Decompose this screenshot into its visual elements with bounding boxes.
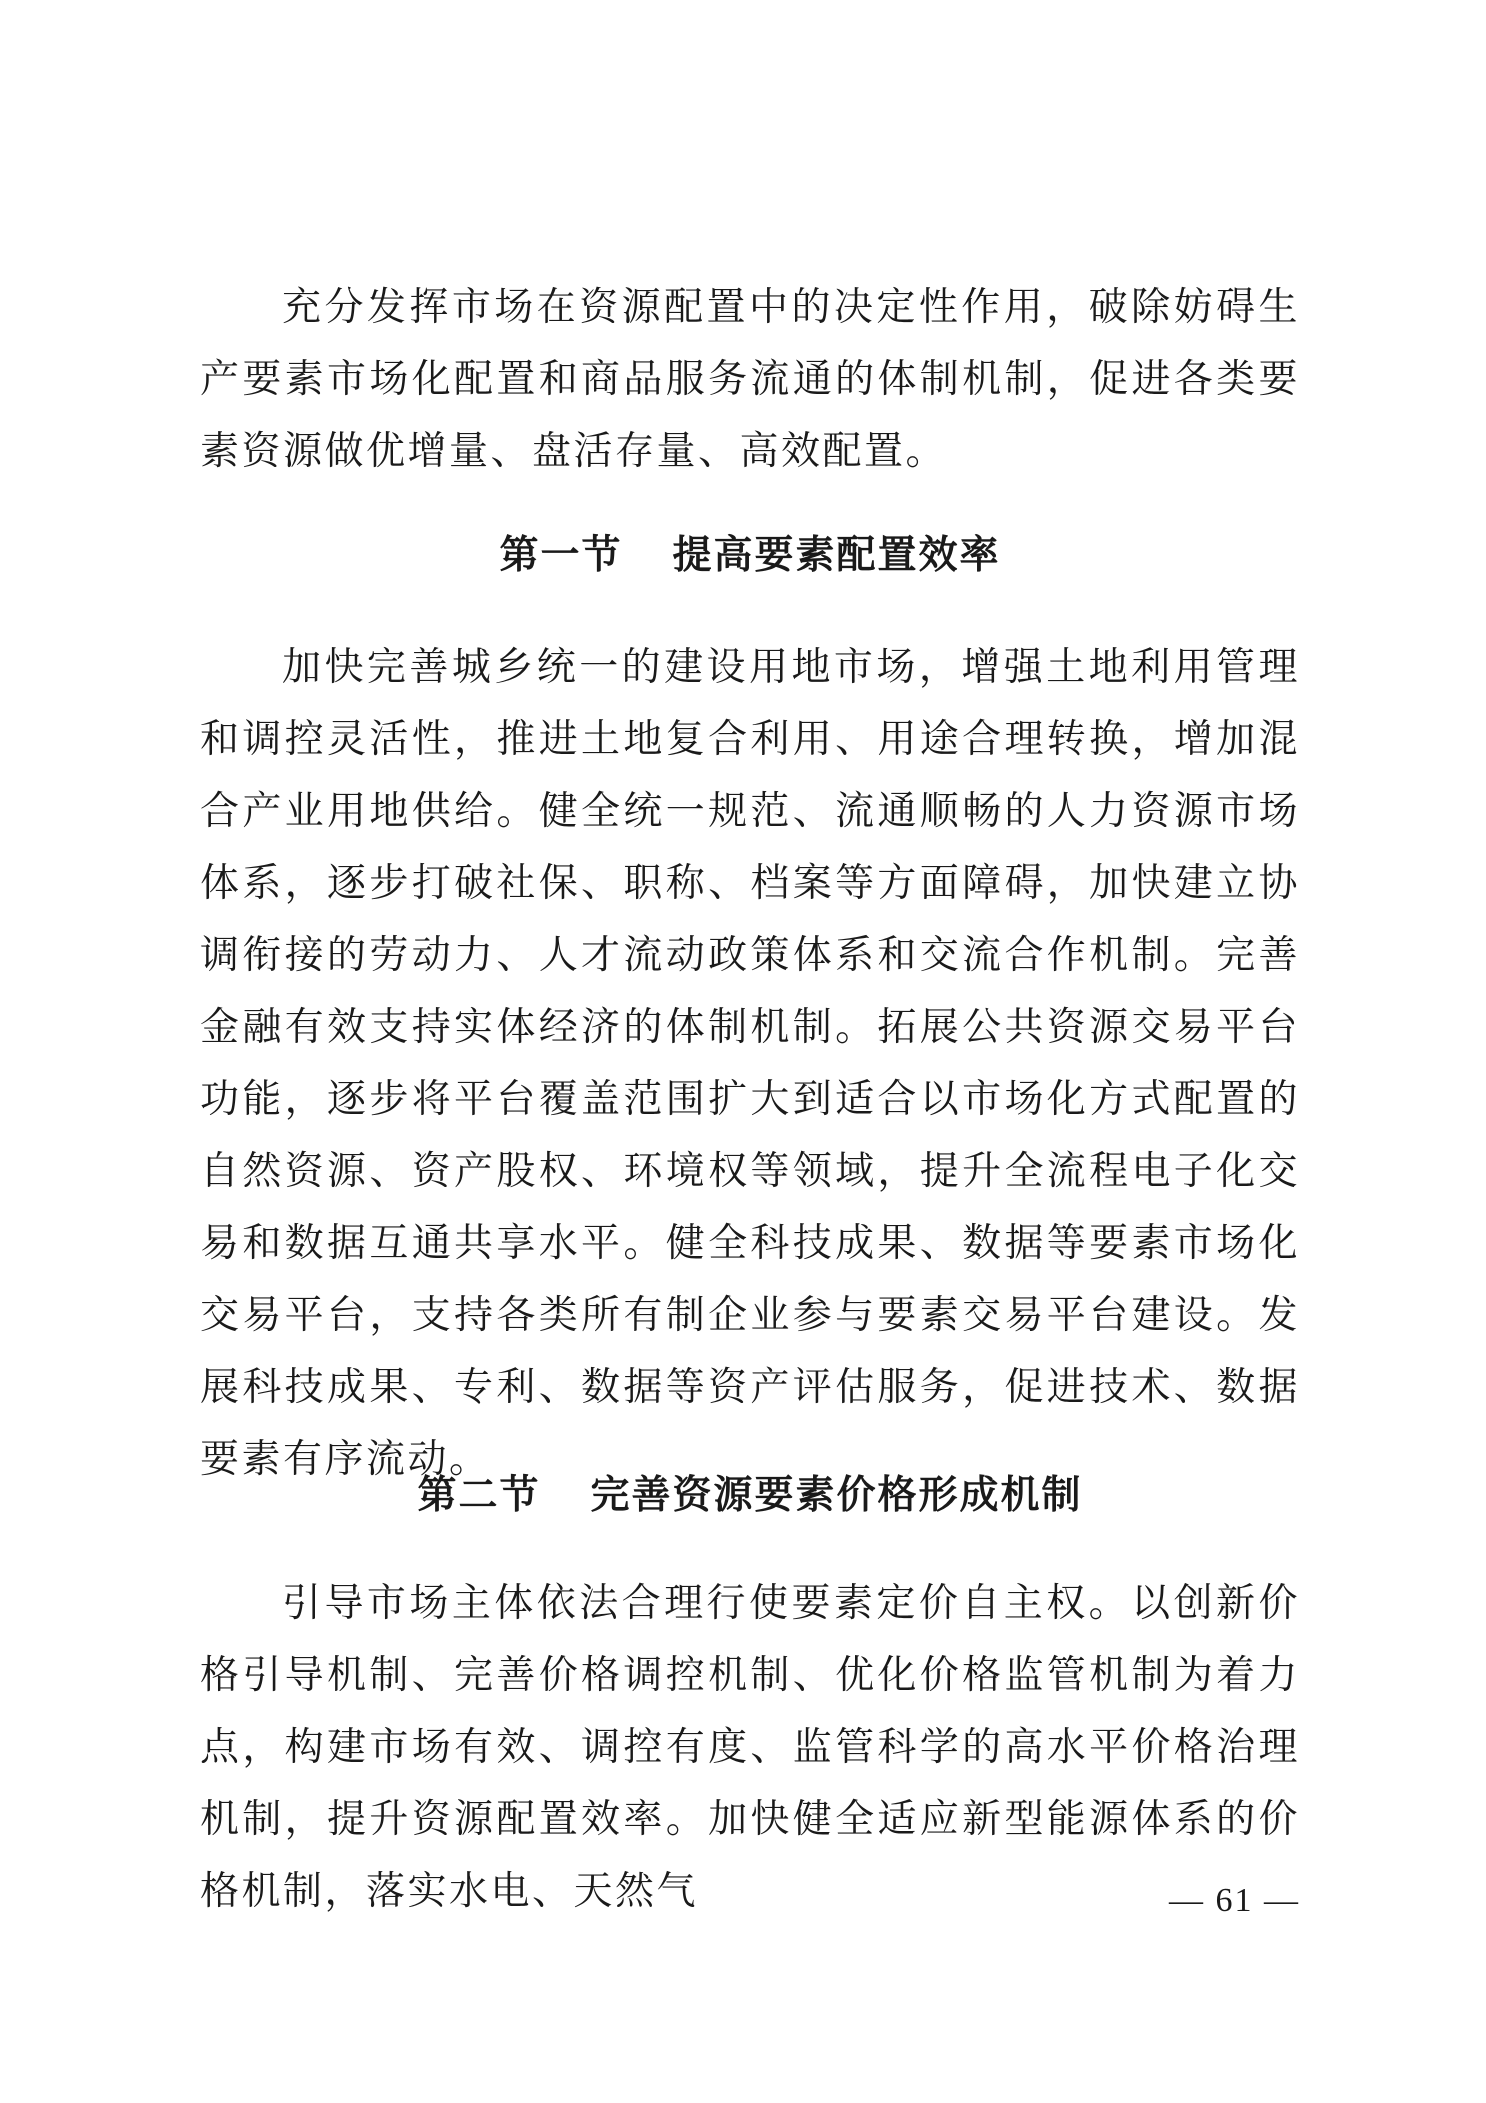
paragraph-section-2: 引导市场主体依法合理行使要素定价自主权。以创新价格引导机制、完善价格调控机制、优化价格监管机制为着力点，构建市场有效、调控有度、监管科学的高水平价格治理机制，提升资源配置效率。加快健全适应新型能源体系的价格机制，落实水电、天然气 [200, 1581, 1300, 1914]
paragraph-intro: 充分发挥市场在资源配置中的决定性作用，破除妨碍生产要素市场化配置和商品服务流通的体制机制，促进各类要素资源做优增量、盘活存量、高效配置。 [200, 285, 1300, 474]
section-heading-2 [200, 1460, 1300, 1532]
page-number: — 61 — [1169, 1882, 1300, 1919]
section-title: 完善资源要素价格形成机制 [590, 1473, 1083, 1518]
section-number: 第一节 [499, 533, 623, 578]
section-title: 提高要素配置效率 [672, 533, 1001, 578]
paragraph-section-1: 加快完善城乡统一的建设用地市场，增强土地利用管理和调控灵活性，推进土地复合利用、用途合理转换，增加混合产业用地供给。健全统一规范、流通顺畅的人力资源市场体系，逐步打破社保、职称、档案等方面障碍，加快建立协调衔接的劳动力、人才流动政策体系和交流合作机制。完善金融有效支持实体经济的体制机制。拓展公共资源交易平台功能，逐步将平台覆盖范围扩大到适合以市场化方式配置的自然资源、资产股权、环境权等领域，提升全流程电子化交易和数据互通共享水平。健全科技成果、数据等要素市场化交易平台，支持各类所有制企业参与要素交易平台建设。发展科技成果、专利、数据等资产评估服务，促进技术、数据要素有序流动。 [200, 645, 1300, 1482]
section-heading-1 [200, 520, 1300, 592]
section-number: 第二节 [417, 1473, 541, 1518]
